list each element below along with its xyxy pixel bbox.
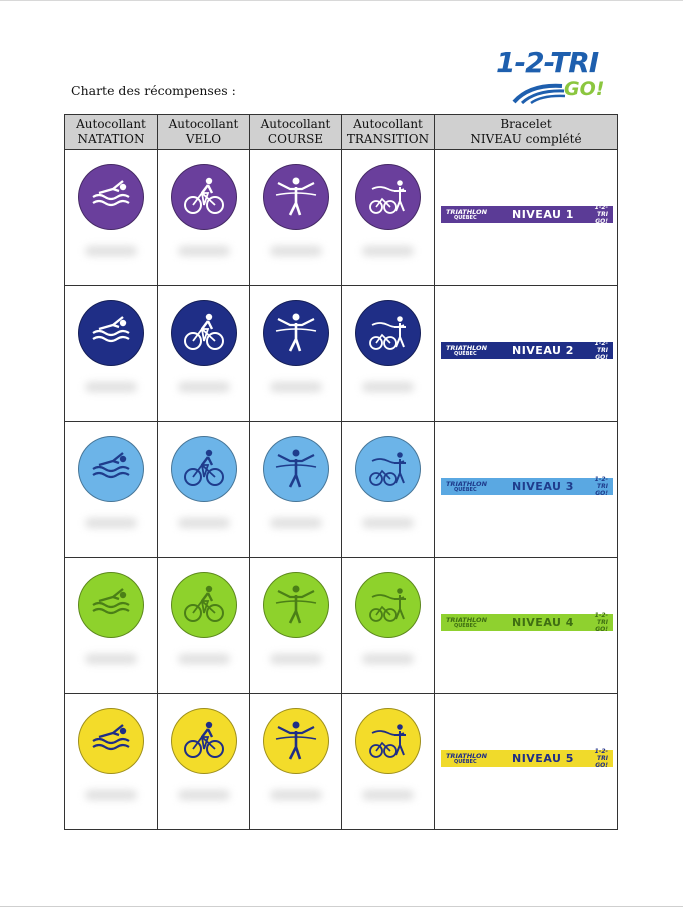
band-level: NIVEAU 5 [512, 752, 574, 765]
run-sticker [263, 436, 329, 502]
transition-icon [362, 307, 414, 359]
band-brand [446, 345, 498, 357]
sticker-cell [158, 694, 250, 830]
band-brand-text: TRIATHLON [446, 479, 488, 488]
band-brand-text: TRIATHLON [446, 751, 488, 760]
sticker-cell [250, 558, 342, 694]
header-line: Autocollant [260, 117, 331, 131]
bike-sticker [171, 300, 237, 366]
header-line: Bracelet [500, 117, 552, 131]
bike-icon [178, 171, 230, 223]
run-finish-icon [270, 307, 322, 359]
blurred-label [362, 790, 414, 800]
swim-sticker [78, 164, 144, 230]
bike-sticker [171, 572, 237, 638]
band-brand [446, 481, 498, 493]
bike-icon [178, 307, 230, 359]
transition-sticker [355, 300, 421, 366]
bracelet-band [441, 614, 613, 631]
swim-sticker [78, 572, 144, 638]
blurred-label [362, 246, 414, 256]
band-level: NIVEAU 3 [512, 480, 574, 493]
header-line: NIVEAU complété [470, 132, 582, 146]
header-line: NATATION [77, 132, 145, 146]
band-sub-text: QUÉBEC [454, 758, 477, 765]
header-natation [65, 115, 158, 150]
header-line: Autocollant [353, 117, 423, 131]
transition-sticker [355, 164, 421, 230]
band-mini-logo: 1-2-TRI GO! [594, 612, 608, 633]
bracelet-cell [435, 422, 618, 558]
sticker-cell [342, 286, 435, 422]
bracelet-band [441, 342, 613, 359]
band-brand [446, 209, 498, 221]
blurred-label [85, 654, 137, 664]
swim-sticker [78, 708, 144, 774]
bike-icon [178, 443, 230, 495]
blurred-label [85, 246, 137, 256]
blurred-label [270, 654, 322, 664]
run-finish-icon [270, 443, 322, 495]
sticker-cell [65, 286, 158, 422]
band-mini-logo: 1-2-TRI GO! [594, 204, 608, 225]
transition-icon [362, 443, 414, 495]
logo-swoosh-icon [512, 82, 568, 104]
run-finish-icon [270, 579, 322, 631]
transition-sticker [355, 572, 421, 638]
bike-icon [178, 715, 230, 767]
logo-go-text: GO! [564, 78, 605, 100]
bracelet-cell [435, 694, 618, 830]
sticker-cell [250, 286, 342, 422]
transition-icon [362, 579, 414, 631]
transition-icon [362, 171, 414, 223]
run-sticker [263, 300, 329, 366]
sticker-cell [342, 150, 435, 286]
band-level: NIVEAU 2 [512, 344, 574, 357]
table-header-row [65, 115, 618, 150]
band-mini-logo: 1-2-TRI GO! [594, 340, 608, 361]
band-mini-logo: 1-2-TRI GO! [594, 476, 608, 497]
header-velo [158, 115, 250, 150]
sticker-cell [65, 150, 158, 286]
sticker-cell [250, 422, 342, 558]
band-brand [446, 617, 498, 629]
header-transition [342, 115, 435, 150]
swim-icon [85, 715, 137, 767]
swim-sticker [78, 436, 144, 502]
blurred-label [270, 518, 322, 528]
header-bracelet [435, 115, 618, 150]
bracelet-band [441, 478, 613, 495]
bike-sticker [171, 436, 237, 502]
run-sticker [263, 572, 329, 638]
run-sticker [263, 708, 329, 774]
blurred-label [270, 246, 322, 256]
sticker-cell [158, 286, 250, 422]
swim-sticker [78, 300, 144, 366]
blurred-label [362, 654, 414, 664]
sticker-cell [342, 694, 435, 830]
blurred-label [178, 790, 230, 800]
logo-1-2-tri-go [494, 46, 618, 108]
sticker-cell [250, 150, 342, 286]
bracelet-band [441, 750, 613, 767]
blurred-label [178, 382, 230, 392]
band-brand-text: TRIATHLON [446, 207, 488, 216]
bracelet-cell [435, 150, 618, 286]
band-mini-logo: 1-2-TRI GO! [594, 748, 608, 769]
run-finish-icon [270, 715, 322, 767]
swim-icon [85, 443, 137, 495]
header-line: Autocollant [168, 117, 239, 131]
blurred-label [85, 518, 137, 528]
bracelet-cell [435, 286, 618, 422]
rewards-table [64, 114, 618, 830]
page-edge-bottom [0, 906, 683, 907]
header-line: COURSE [267, 132, 324, 146]
band-level: NIVEAU 4 [512, 616, 574, 629]
transition-icon [362, 715, 414, 767]
sticker-cell [65, 694, 158, 830]
page-edge-top [0, 0, 683, 1]
bike-sticker [171, 164, 237, 230]
band-sub-text: QUÉBEC [454, 350, 477, 357]
table-row [65, 694, 618, 830]
table-row [65, 558, 618, 694]
sticker-cell [342, 422, 435, 558]
band-level: NIVEAU 1 [512, 208, 574, 221]
band-sub-text: QUÉBEC [454, 622, 477, 629]
blurred-label [178, 518, 230, 528]
band-sub-text: QUÉBEC [454, 486, 477, 493]
band-sub-text: QUÉBEC [454, 214, 477, 221]
bike-icon [178, 579, 230, 631]
header-line: VELO [185, 132, 222, 146]
blurred-label [362, 382, 414, 392]
bike-sticker [171, 708, 237, 774]
sticker-cell [158, 150, 250, 286]
sticker-cell [158, 422, 250, 558]
bracelet-cell [435, 558, 618, 694]
table-row [65, 150, 618, 286]
swim-icon [85, 171, 137, 223]
sticker-cell [158, 558, 250, 694]
reward-chart-caption: Charte des récompenses : [71, 83, 236, 98]
blurred-label [362, 518, 414, 528]
band-brand-text: TRIATHLON [446, 615, 488, 624]
header-line: TRANSITION [346, 132, 430, 146]
sticker-cell [65, 422, 158, 558]
blurred-label [270, 790, 322, 800]
bracelet-band [441, 206, 613, 223]
swim-icon [85, 579, 137, 631]
blurred-label [270, 382, 322, 392]
sticker-cell [250, 694, 342, 830]
run-finish-icon [270, 171, 322, 223]
table-row [65, 422, 618, 558]
blurred-label [178, 654, 230, 664]
swim-icon [85, 307, 137, 359]
transition-sticker [355, 436, 421, 502]
header-line: Autocollant [76, 117, 146, 131]
sticker-cell [65, 558, 158, 694]
logo-text: 1-2-TRI [496, 46, 599, 79]
header-course [250, 115, 342, 150]
blurred-label [85, 790, 137, 800]
transition-sticker [355, 708, 421, 774]
band-brand-text: TRIATHLON [446, 343, 488, 352]
band-brand [446, 753, 498, 765]
blurred-label [178, 246, 230, 256]
sticker-cell [342, 558, 435, 694]
run-sticker [263, 164, 329, 230]
blurred-label [85, 382, 137, 392]
table-row [65, 286, 618, 422]
